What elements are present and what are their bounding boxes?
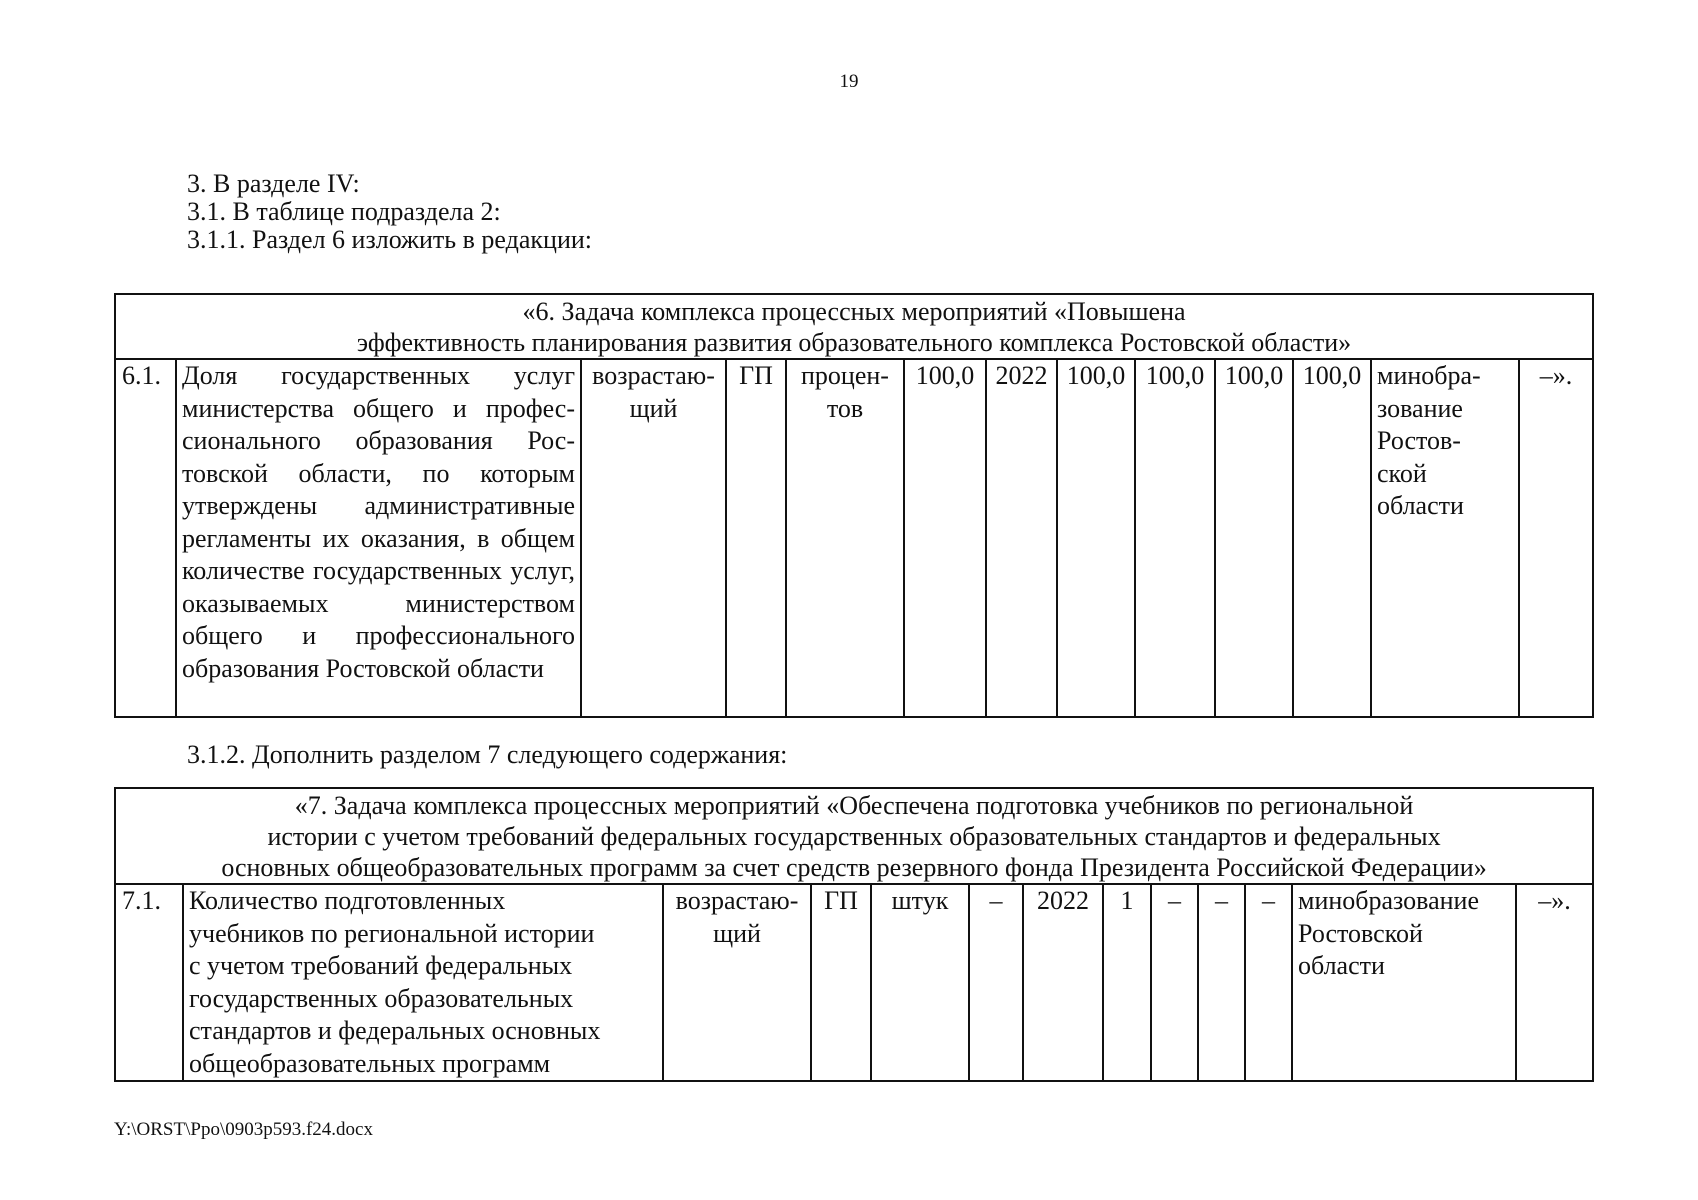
table-row [115,884,1593,1081]
table-title [115,294,1593,359]
trend-cell: возрастаю- щий [663,884,811,1081]
table-title-row [115,294,1593,359]
unit-cell: штук [871,884,969,1081]
page-number: 19 [839,71,859,92]
table-title-line: эффективность планирования развития образовательного комплекса Ростовской области» [356,328,1352,357]
value-cell: – [1151,884,1198,1081]
table-title-line: истории с учетом требований федеральных государственных образовательных стандартов и федеральных [267,822,1441,851]
responsible-cell: минобра- зование Ростов- ской области [1371,359,1519,717]
value-cell: – [1198,884,1245,1081]
heading-line-edit: 3.1.1. Раздел 6 изложить в редакции: [187,225,592,254]
closing-mark: –». [1519,359,1593,717]
value-cell: 100,0 [1135,359,1215,717]
value-cell: 1 [1103,884,1151,1081]
section-note: 3.1.2. Дополнить разделом 7 следующего содержания: [187,740,788,769]
indicator-name: Доля государственных услуг министерства общего и профессионального образования Ростовской области, по которым утверждены административные регламенты их оказания, в общем количестве государственных услуг, оказываемых министерством общего и профессионального образования Ростовской области [176,359,581,717]
table-task-7 [114,787,1594,1082]
table-title-row [115,788,1593,884]
table-task-6 [114,293,1594,718]
table-title-line: «7. Задача комплекса процессных мероприятий «Обеспечена подготовка учебников по региональной [294,791,1414,820]
table-row [115,359,1593,717]
heading-line-table: 3.1. В таблице подраздела 2: [187,197,501,226]
footer-file-path: Y:\ORST\Ppo\0903p593.f24.docx [114,1119,373,1140]
unit-cell: процен- тов [786,359,904,717]
table-title [115,788,1593,884]
indicator-name: Количество подготовленных учебников по региональной истории с учетом требований федеральных государственных образовательных стандартов и федеральных основных общеобразовательных программ [183,884,663,1081]
value-cell: – [1245,884,1292,1081]
closing-mark: –». [1516,884,1593,1081]
row-number: 6.1. [115,359,176,717]
base-year-cell: 2022 [1023,884,1103,1081]
base-year-cell: 2022 [986,359,1057,717]
type-cell: ГП [811,884,871,1081]
row-number: 7.1. [115,884,183,1081]
value-cell: 100,0 [1293,359,1371,717]
base-value-cell: – [969,884,1023,1081]
table-title-line: основных общеобразовательных программ за счет средств резервного фонда Президента Российской Федерации» [221,853,1487,882]
amendment-heading [187,170,592,254]
heading-line-section: 3. В разделе IV: [187,169,360,198]
table-title-line: «6. Задача комплекса процессных мероприятий «Повышена [522,297,1186,326]
trend-cell: возрастаю- щий [581,359,726,717]
value-cell: 100,0 [1057,359,1135,717]
type-cell: ГП [726,359,786,717]
value-cell: 100,0 [1215,359,1293,717]
responsible-cell: минобразование Ростовской области [1292,884,1516,1081]
base-value-cell: 100,0 [904,359,986,717]
